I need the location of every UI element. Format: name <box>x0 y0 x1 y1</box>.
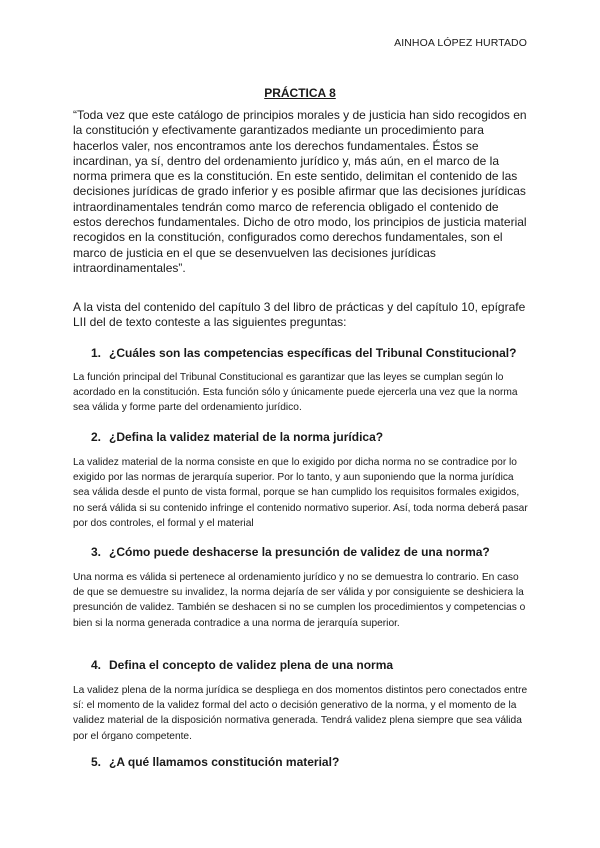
question-number: 2. <box>91 430 102 444</box>
question-number: 3. <box>91 545 102 559</box>
intro-paragraph: A la vista del contenido del capítulo 3 del libro de prácticas y del capítulo 10, epígrafe LII del de texto conteste a las siguientes preguntas: <box>73 300 526 330</box>
page-title: PRÁCTICA 8 <box>264 86 336 100</box>
answer-1: La función principal del Tribunal Constitucional es garantizar que las leyes se cumplan según lo acordado en la constitución. Esta función sólo y únicamente puede ejercerla una vez que la norma sea válida y forme parte del ordenamiento jurídico. <box>73 372 518 414</box>
question-number: 1. <box>91 346 102 360</box>
question-number: 5. <box>91 755 102 769</box>
question-2 <box>91 430 531 444</box>
answer-3: Una norma es válida si pertenece al ordenamiento jurídico y no se demuestra lo contrario. En caso de que se demuestre su invalidez, la norma dejaría de ser válida y por consiguiente se deshiciera la presunción de validez. También se deshacen si no se cumplen los procedimientos y competencias o bien si la norma generada contradice a una norma de jerarquía superior. <box>73 572 526 629</box>
question-text: ¿Defina la validez material de la norma jurídica? <box>109 430 384 444</box>
question-1 <box>91 346 531 360</box>
quote-paragraph: “Toda vez que este catálogo de principios morales y de justicia han sido recogidos en la constitución y efectivamente garantizados mediante un procedimiento para hacerlos valer, nos encontramos ante los derechos fundamentales. Éstos se incardinan, ya sí, dentro del ordenamiento jurídico y, más aún, en el marco de la norma primera que es la constitución. En este sentido, delimitan el contenido de las decisiones jurídicas de grado inferior y es posible afirmar que las decisiones jurídicas intraordinamentales tendrán como marco de referencia obligado el contenido de estos derechos fundamentales. Dicho de otro modo, los principios de justicia material recogidos en la constitución, configurados como derechos fundamentales, son el marco de justicia en el que se desenvuelven las decisiones jurídicas intraordinamentales”. <box>73 108 527 275</box>
question-text: ¿Cómo puede deshacerse la presunción de validez de una norma? <box>109 545 490 559</box>
answer-4: La validez plena de la norma jurídica se despliega en dos momentos distintos pero conectados entre sí: el momento de la validez formal del acto o decisión generativo de la norma, y el momento de la validez material de la disposición normativa generada. Tendrá validez plena siempre que sea válida por el órgano competente. <box>73 685 528 742</box>
question-text: ¿Cuáles son las competencias específicas del Tribunal Constitucional? <box>109 346 517 360</box>
question-5 <box>91 755 531 769</box>
question-number: 4. <box>91 658 102 672</box>
answer-2: La validez material de la norma consiste en que lo exigido por dicha norma no se contradice por lo exigido por las normas de jerarquía superior. Por lo tanto, y aun suponiendo que la norma jurídica sea válida desde el punto de vista formal, porque se han cumplido los requisitos formales exigidos, no será válida si su contenido infringe el contenido normativo superior. Así, toda norma deberá pasar por dos controles, el formal y el material <box>73 457 528 529</box>
author-name: AINHOA LÓPEZ HURTADO <box>394 37 527 49</box>
question-4 <box>91 658 531 672</box>
question-3 <box>91 545 531 559</box>
question-text: Defina el concepto de validez plena de una norma <box>109 658 394 672</box>
question-text: ¿A qué llamamos constitución material? <box>109 755 340 769</box>
